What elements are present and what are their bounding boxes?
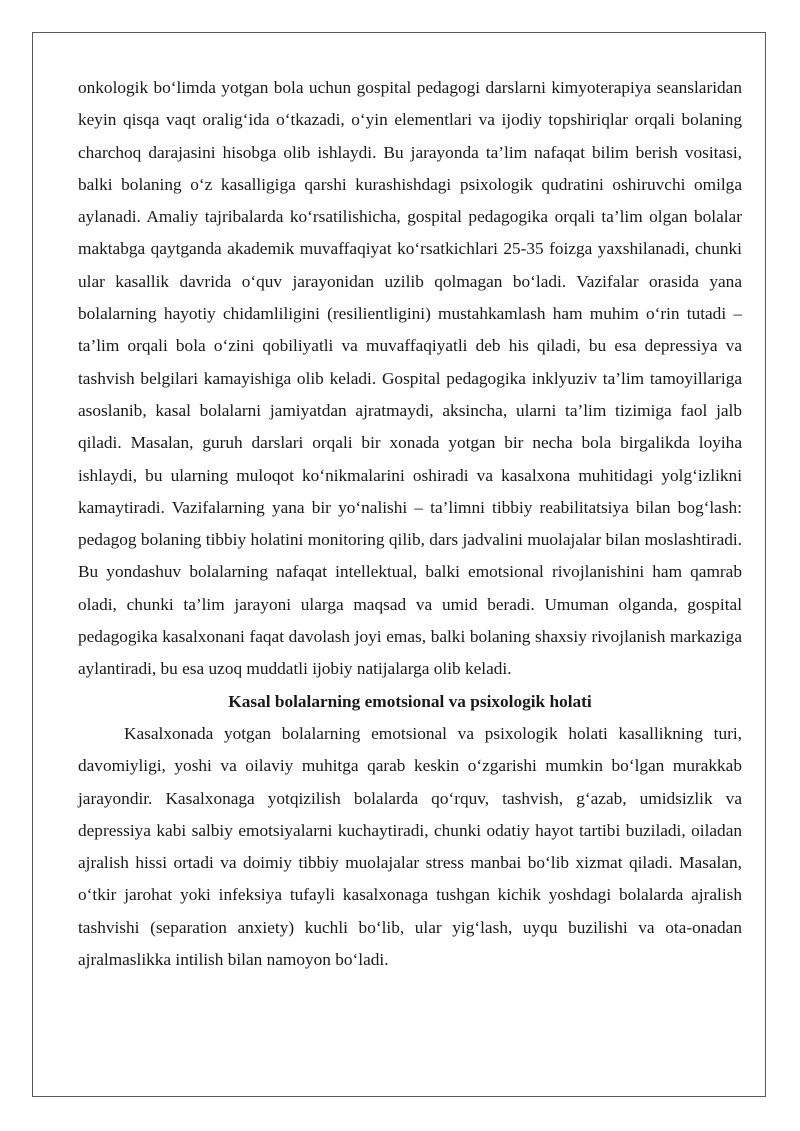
body-paragraph: Kasalxonada yotgan bolalarning emotsional va psixologik holati kasallikning turi, davomiyligi, yoshi va oilaviy muhitga qarab keskin o‘zgarishi mumkin bo‘lgan murakkab jarayondir. Kasalxonaga yotqizilish bolalarda qo‘rquv, tashvish, g‘azab, umidsizlik va depressiya kabi salbiy emotsiyalarni kuchaytiradi, chunki odatiy hayot tartibi buziladi, oiladan ajralish hissi ortadi va doimiy tibbiy muolajalar stress manbai bo‘lib xizmat qiladi. Masalan, o‘tkir jarohat yoki infeksiya tufayli kasalxonaga tushgan kichik yoshdagi bolalarda ajralish tashvishi (separation anxiety) kuchli bo‘lib, ular yig‘lash, uyqu buzilishi va ota-onadan ajralmaslikka intilish bilan namoyon bo‘ladi. (78, 723, 742, 970)
body-paragraph-continued: onkologik bo‘limda yotgan bola uchun gospital pedagogi darslarni kimyoterapiya seanslaridan keyin qisqa vaqt oralig‘ida o‘tkazadi, o‘yin elementlari va ijodiy topshiriqlar orqali bolaning charchoq darajasini hisobga olib ishlaydi. Bu jarayonda ta’lim nafaqat bilim berish vositasi, balki bolaning o‘z kasalligiga qarshi kurashishdagi psixologik qudratini oshiruvchi omilga aylanadi. Amaliy tajribalarda ko‘rsatilishicha, gospital pedagogika orqali ta’lim olgan bolalar maktabga qaytganda akademik muvaffaqiyat ko‘rsatkichlari 25-35 foizga yaxshilanadi, chunki ular kasallik davrida o‘quv jarayonidan uzilib qolmagan bo‘ladi. Vazifalar orasida yana bolalarning hayotiy chidamliligini (resilientligini) mustahkamlash ham muhim o‘rin tutadi – ta’lim orqali bola o‘zini qobiliyatli va muvaffaqiyatli deb his qiladi, bu esa depressiya va tashvish belgilari kamayishiga olib keladi. Gospital pedagogika inklyuziv ta’lim tamoyillariga asoslanib, kasal bolalarni jamiyatdan ajratmaydi, aksincha, ularni ta’lim tizimiga faol jalb qiladi. Masalan, guruh darslari orqali bir xonada yotgan bir necha bola birgalikda loyiha ishlaydi, bu ularning muloqot ko‘nikmalarini oshiradi va kasalxona muhitidagi yolg‘izlikni kamaytiradi. Vazifalarning yana bir yo‘nalishi – ta’limni tibbiy reabilitatsiya bilan bog‘lash: pedagog bolaning tibbiy holatini monitoring qilib, dars jadvalini muolajalar bilan moslashtiradi. Bu yondashuv bolalarning nafaqat intellektual, balki emotsional rivojlanishini ham qamrab oladi, chunki ta’lim jarayoni ularga maqsad va umid beradi. Umuman olganda, gospital pedagogika kasalxonani faqat davolash joyi emas, balki bolaning shaxsiy rivojlanish markaziga aylantiradi, bu esa uzoq muddatli ijobiy natijalarga olib keladi. (78, 78, 742, 679)
document-body (78, 72, 742, 976)
section-heading: Kasal bolalarning emotsional va psixologik holati (228, 691, 592, 711)
